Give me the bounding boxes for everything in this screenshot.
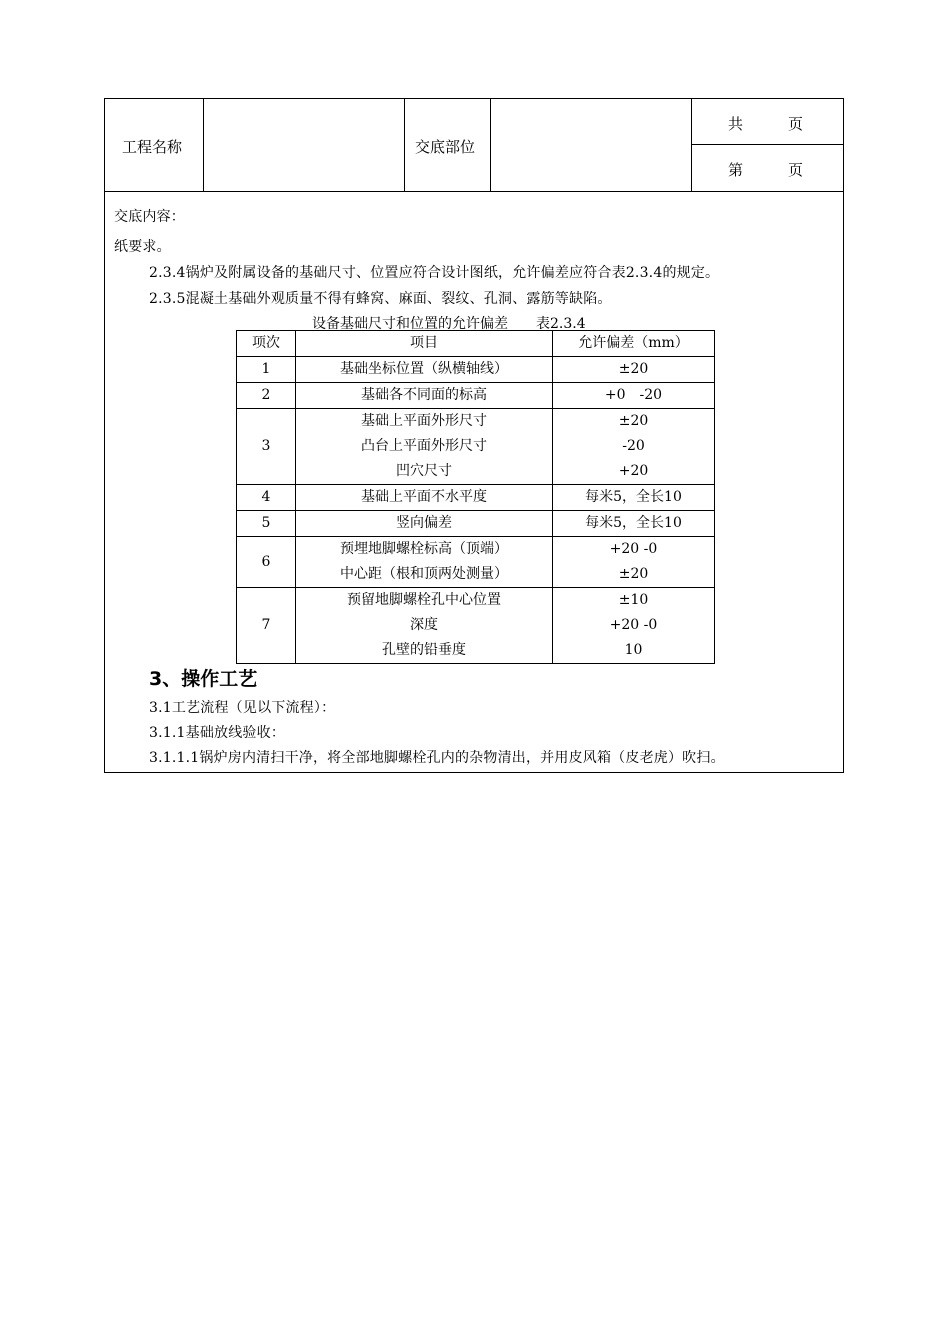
row-item: 深度 xyxy=(410,617,438,633)
row-no: 2 xyxy=(237,383,296,409)
row-tolerance: ±20 xyxy=(553,357,715,383)
project-name-value[interactable] xyxy=(210,104,398,186)
row-item: 预留地脚螺栓孔中心位置 xyxy=(347,592,501,608)
header-divider-3 xyxy=(490,98,491,191)
row-no: 6 xyxy=(237,537,296,588)
section-line-2: 3.1.1基础放线验收： xyxy=(149,725,286,741)
row-no: 7 xyxy=(237,588,296,664)
total-pages-label: 共 页 xyxy=(728,115,804,133)
row-tolerance: 10 xyxy=(624,642,643,658)
content-label: 交底内容： xyxy=(114,209,185,225)
row-items xyxy=(296,409,553,485)
row-no: 3 xyxy=(237,409,296,485)
handover-part-label: 交底部位 xyxy=(415,138,476,156)
row-tolerance: +20 xyxy=(618,463,649,479)
body-line-3: 2.3.5混凝土基础外观质量不得有蜂窝、麻面、裂纹、孔洞、露筋等缺陷。 xyxy=(149,291,612,307)
section-line-3: 3.1.1.1锅炉房内清扫干净，将全部地脚螺栓孔内的杂物清出，并用皮风箱（皮老虎）吹扫。 xyxy=(149,750,725,766)
row-tolerances xyxy=(553,588,715,664)
row-tolerance: ±20 xyxy=(618,413,649,429)
header-cell-tolerance: 允许偏差（mm） xyxy=(553,331,715,357)
table-row xyxy=(237,357,715,383)
handover-part-value[interactable] xyxy=(496,104,686,186)
row-item: 中心距（根和顶两处测量） xyxy=(340,566,508,582)
row-item: 基础上平面不水平度 xyxy=(296,485,553,511)
row-no: 1 xyxy=(237,357,296,383)
row-tolerance: +0 -20 xyxy=(553,383,715,409)
row-item: 孔壁的铅垂度 xyxy=(382,642,466,658)
header-cell-no: 项次 xyxy=(237,331,296,357)
row-item: 预埋地脚螺栓标高（顶端） xyxy=(340,541,508,557)
tolerance-table xyxy=(236,330,715,664)
table-row xyxy=(237,485,715,511)
table-row xyxy=(237,588,715,664)
table-caption: 设备基础尺寸和位置的允许偏差 表2.3.4 xyxy=(312,316,586,332)
row-tolerance: 每米5，全长10 xyxy=(553,511,715,537)
header-divider-2 xyxy=(404,98,405,191)
row-tolerances xyxy=(553,537,715,588)
row-tolerance: ±10 xyxy=(618,592,649,608)
body-line-2: 2.3.4锅炉及附属设备的基础尺寸、位置应符合设计图纸，允许偏差应符合表2.3.4的规定。 xyxy=(149,265,720,281)
row-item: 竖向偏差 xyxy=(296,511,553,537)
table-row xyxy=(237,511,715,537)
header-cell-item: 项目 xyxy=(296,331,553,357)
row-tolerances xyxy=(553,409,715,485)
row-item: 基础上平面外形尺寸 xyxy=(361,413,487,429)
row-item: 基础坐标位置（纵横轴线） xyxy=(296,357,553,383)
section-line-1: 3.1工艺流程（见以下流程）： xyxy=(149,700,336,716)
row-items xyxy=(296,537,553,588)
header-bottom-rule xyxy=(104,191,844,192)
header-divider-1 xyxy=(203,98,204,191)
row-tolerance: +20 -0 xyxy=(609,617,658,633)
row-tolerance: 每米5，全长10 xyxy=(553,485,715,511)
row-tolerance: +20 -0 xyxy=(609,541,658,557)
row-item: 基础各不同面的标高 xyxy=(296,383,553,409)
row-item: 凸台上平面外形尺寸 xyxy=(361,438,487,454)
project-name-label: 工程名称 xyxy=(122,138,183,156)
table-row xyxy=(237,537,715,588)
table-row xyxy=(237,383,715,409)
section-heading: 3、操作工艺 xyxy=(149,668,258,690)
row-items xyxy=(296,588,553,664)
body-line-1: 纸要求。 xyxy=(114,239,171,255)
page-number-label: 第 页 xyxy=(728,161,804,179)
row-tolerance: ±20 xyxy=(618,566,649,582)
row-no: 5 xyxy=(237,511,296,537)
row-tolerance: -20 xyxy=(622,438,645,454)
table-header-row xyxy=(237,331,715,357)
row-item: 凹穴尺寸 xyxy=(396,463,452,479)
row-no: 4 xyxy=(237,485,296,511)
page-count-rule xyxy=(691,144,844,145)
table-row xyxy=(237,409,715,485)
